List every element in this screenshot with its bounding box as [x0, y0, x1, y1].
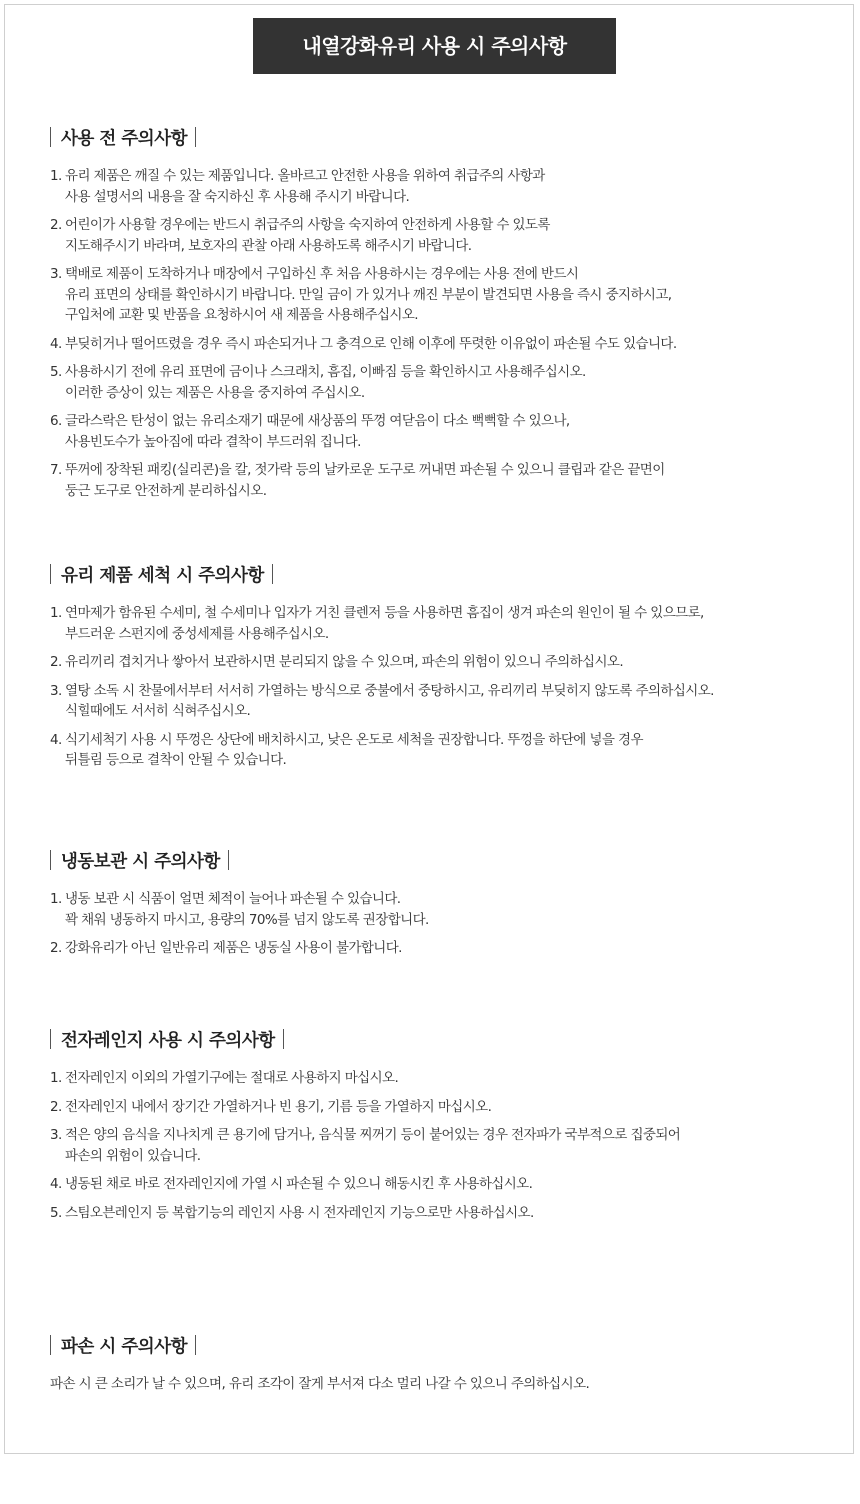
item-number: 1. [50, 1070, 62, 1086]
item-number: 2. [50, 1098, 62, 1115]
item-text: 글라스락은 탄성이 없는 유리소재기 때문에 새상품의 뚜껑 여닫음이 다소 뻑뻑할 수 있으나, 사용빈도수가 높아짐에 따라 결착이 부드러워 집니다. [65, 413, 570, 450]
list-item [50, 652, 830, 673]
item-number: 4. [50, 731, 62, 748]
item-text: 스팀오븐레인지 등 복합기능의 레인지 사용 시 전자레인지 기능으로만 사용하십시오. [65, 1204, 534, 1221]
section-heading [50, 124, 830, 150]
list-item [50, 603, 830, 644]
caution-list [50, 1068, 830, 1223]
item-text: 유리 제품은 깨질 수 있는 제품입니다. 올바르고 안전한 사용을 위하여 취급주의 사항과 사용 설명서의 내용을 잘 숙지하신 후 사용해 주시기 바랍니다. [65, 168, 545, 205]
section-title: 냉동보관 시 주의사항 [61, 851, 220, 872]
item-text: 강화유리가 아닌 일반유리 제품은 냉동실 사용이 불가합니다. [65, 940, 402, 956]
list-item [50, 1125, 830, 1166]
heading-divider [283, 1029, 284, 1049]
section-heading [50, 1026, 830, 1052]
section-before-use [50, 124, 830, 509]
item-number: 1. [50, 605, 62, 621]
section-title: 파손 시 주의사항 [61, 1336, 188, 1357]
list-item [50, 460, 830, 501]
item-number: 5. [50, 1204, 62, 1221]
list-item [50, 1097, 830, 1118]
item-number: 2. [50, 940, 62, 956]
list-item [50, 334, 830, 355]
section-cleaning [50, 561, 830, 779]
item-number: 1. [50, 891, 62, 907]
item-number: 4. [50, 1176, 62, 1192]
page-title: 내열강화유리 사용 시 주의사항 [253, 18, 616, 74]
item-text: 부딪히거나 떨어뜨렸을 경우 즉시 파손되거나 그 충격으로 인해 이후에 뚜렷한 이유없이 파손될 수도 있습니다. [65, 335, 677, 352]
item-text: 열탕 소독 시 찬물에서부터 서서히 가열하는 방식으로 중불에서 중탕하시고, 유리끼리 부딪히지 않도록 주의하십시오. 식힐때에도 서서히 식혀주십시오. [65, 682, 714, 719]
section-microwave [50, 1026, 830, 1231]
caution-list [50, 603, 830, 771]
item-number: 3. [50, 266, 62, 282]
item-number: 5. [50, 364, 62, 380]
list-item [50, 1203, 830, 1224]
list-item [50, 938, 830, 959]
caution-list [50, 166, 830, 501]
list-item [50, 1068, 830, 1089]
item-number: 4. [50, 335, 62, 352]
item-number: 3. [50, 682, 62, 699]
item-text: 택배로 제품이 도착하거나 매장에서 구입하신 후 처음 사용하시는 경우에는 사용 전에 반드시 유리 표면의 상태를 확인하시기 바랍니다. 만일 금이 가 있거나 깨진 부분이 발견되면 사용을 즉시 중지하시고, 구입처에 교환 및 반품을 요청하시어 새 제품을 사용해주십시오. [65, 266, 672, 323]
item-text: 사용하시기 전에 유리 표면에 금이나 스크래치, 흠집, 이빠짐 등을 확인하시고 사용해주십시오. 이러한 증상이 있는 제품은 사용을 중지하여 주십시오. [65, 364, 586, 401]
item-text: 어린이가 사용할 경우에는 반드시 취급주의 사항을 숙지하여 안전하게 사용할 수 있도록 지도해주시기 바라며, 보호자의 관찰 아래 사용하도록 해주시기 바랍니다. [65, 217, 550, 254]
item-text: 적은 양의 음식을 지나치게 큰 용기에 담거나, 음식물 찌꺼기 등이 붙어있는 경우 전자파가 국부적으로 집중되어 파손의 위험이 있습니다. [65, 1127, 681, 1164]
list-item [50, 166, 830, 207]
heading-divider [195, 1335, 196, 1355]
list-item [50, 411, 830, 452]
section-heading [50, 1332, 830, 1358]
item-number: 2. [50, 654, 62, 670]
item-number: 3. [50, 1127, 62, 1143]
item-text: 연마제가 함유된 수세미, 철 수세미나 입자가 거친 클렌저 등을 사용하면 흠집이 생겨 파손의 원인이 될 수 있으므로, 부드러운 스펀지에 중성세제를 사용해주십시오. [65, 605, 704, 642]
item-number: 1. [50, 168, 62, 184]
section-title: 유리 제품 세척 시 주의사항 [61, 565, 264, 586]
list-item [50, 1174, 830, 1195]
section-paragraph: 파손 시 큰 소리가 날 수 있으며, 유리 조각이 잘게 부서져 다소 멀리 나갈 수 있으니 주의하십시오. [50, 1376, 590, 1392]
list-item [50, 889, 830, 930]
section-freezer [50, 847, 830, 967]
item-number: 6. [50, 413, 62, 429]
heading-divider [195, 127, 196, 147]
item-text: 뚜꺼에 장착된 패킹(실리콘)을 칼, 젓가락 등의 날카로운 도구로 꺼내면 파손될 수 있으니 클립과 같은 끝면이 둥근 도구로 안전하게 분리하십시오. [65, 462, 665, 499]
item-text: 냉동된 채로 바로 전자레인지에 가열 시 파손될 수 있으니 해동시킨 후 사용하십시오. [65, 1176, 533, 1192]
item-text: 전자레인지 이외의 가열기구에는 절대로 사용하지 마십시오. [65, 1070, 399, 1086]
caution-list [50, 889, 830, 959]
section-title: 전자레인지 사용 시 주의사항 [61, 1030, 275, 1051]
list-item [50, 681, 830, 722]
section-heading [50, 847, 830, 873]
section-title: 사용 전 주의사항 [61, 128, 188, 149]
section-breakage [50, 1332, 830, 1395]
item-number: 7. [50, 462, 62, 478]
list-item [50, 730, 830, 771]
section-heading [50, 561, 830, 587]
list-item [50, 215, 830, 256]
item-text: 유리끼리 겹치거나 쌓아서 보관하시면 분리되지 않을 수 있으며, 파손의 위험이 있으니 주의하십시오. [65, 654, 624, 670]
item-text: 전자레인지 내에서 장기간 가열하거나 빈 용기, 기름 등을 가열하지 마십시오. [65, 1098, 492, 1115]
list-item [50, 362, 830, 403]
item-number: 2. [50, 217, 62, 233]
heading-divider [272, 564, 273, 584]
item-text: 냉동 보관 시 식품이 얼면 체적이 늘어나 파손될 수 있습니다. 꽉 채워 냉동하지 마시고, 용량의 70%를 넘지 않도록 권장합니다. [65, 891, 429, 928]
list-item [50, 264, 830, 326]
item-text: 식기세척기 사용 시 뚜껑은 상단에 배치하시고, 낮은 온도로 세척을 권장합니다. 뚜껑을 하단에 넣을 경우 뒤틀림 등으로 결착이 안될 수 있습니다. [65, 731, 643, 768]
heading-divider [228, 850, 229, 870]
